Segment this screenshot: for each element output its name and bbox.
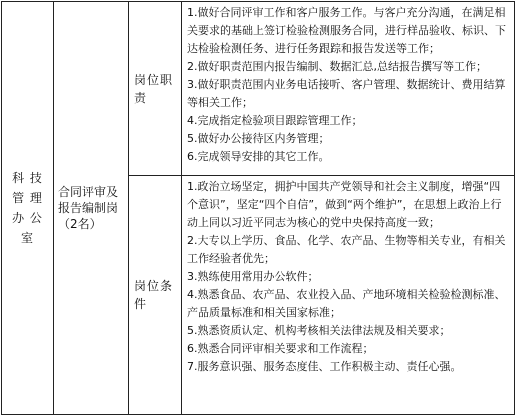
post-name-line: 合同评审及 bbox=[58, 185, 119, 199]
department-line: 科 技 bbox=[12, 171, 43, 185]
duties-header-line: 岗位职 bbox=[134, 72, 174, 87]
job-requirements-table bbox=[1, 1, 515, 415]
duty-item: 6.完成领导安排的其它工作。 bbox=[187, 150, 330, 163]
department-line: 室 bbox=[20, 231, 34, 245]
post-headcount: （2名） bbox=[58, 217, 102, 231]
duty-item: 2.做好职责范围内报告编制、数据汇总,总结报告撰写等工作； bbox=[187, 60, 487, 73]
requirements-list-cell bbox=[182, 176, 515, 415]
department-cell bbox=[2, 2, 54, 415]
post-name-line: 报告编制岗 bbox=[58, 201, 119, 215]
requirement-item: 1.政治立场坚定，拥护中国共产党领导和社会主义制度，增强“四个意识”，坚定“四个自信”，做到“两个维护”，在思想上政治上行动上同以习近平同志为核心的党中央保持高度一致； bbox=[187, 180, 502, 229]
requirement-item: 7.服务意识强、服务态度佳、工作积极主动、责任心强。 bbox=[187, 360, 462, 373]
duties-list-cell bbox=[182, 2, 515, 176]
department-line: 办 公 bbox=[12, 211, 43, 225]
department-line: 管 理 bbox=[12, 191, 43, 205]
duty-item: 1.做好合同评审工作和客户服务工作。与客户充分沟通，在满足相关要求的基础上签订检验检测服务合同，进行样品验收、标识、下达检验检测任务、进行任务跟踪和报告发送等工作； bbox=[187, 6, 506, 55]
requirement-item: 2.大专以上学历、食品、化学、农产品、生物等相关专业，有相关工作经验者优先； bbox=[187, 234, 506, 265]
requirement-item: 6.熟悉合同评审相关要求和工作流程； bbox=[187, 342, 374, 355]
requirement-item: 5.熟悉资质认定、机构考核相关法律法规及相关要求； bbox=[187, 324, 451, 337]
post-cell bbox=[54, 2, 129, 415]
requirements-header-line: 岗位条 bbox=[134, 279, 174, 293]
duties-header-cell bbox=[129, 2, 182, 176]
requirement-item: 4.熟悉食品、农产品、农业投入品、产地环境相关检验检测标准、产品质量标准和相关国家标准； bbox=[187, 288, 506, 319]
requirements-header-line: 件 bbox=[134, 297, 148, 311]
duty-item: 5.做好办公接待区内务管理； bbox=[187, 132, 330, 145]
requirement-item: 3.熟练使用常用办公软件； bbox=[187, 270, 319, 283]
requirements-header-cell bbox=[129, 176, 182, 415]
duty-item: 4.完成指定检验项目跟踪管理工作； bbox=[187, 114, 363, 127]
duties-header-line: 责 bbox=[134, 90, 148, 105]
duty-item: 3.做好职责范围内业务电话接听、客户管理、数据统计、费用结算等相关工作； bbox=[187, 78, 506, 109]
duties-row bbox=[2, 2, 515, 176]
